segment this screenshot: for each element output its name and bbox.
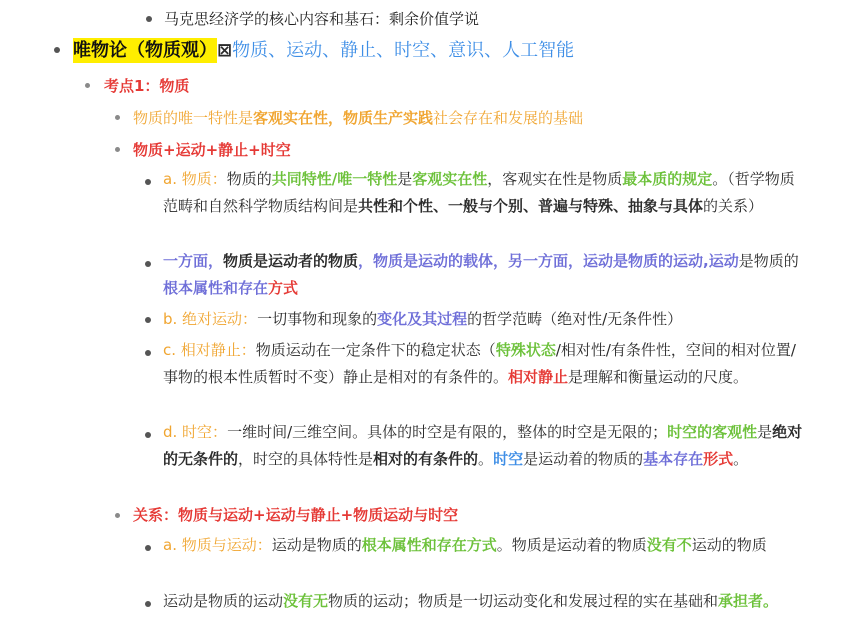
page-heading <box>73 40 574 62</box>
text-span: 最本质的规定 <box>622 170 713 188</box>
list-bullet <box>145 432 151 438</box>
text-span: 没有无 <box>283 592 329 610</box>
text-span: 承担者。 <box>718 592 779 610</box>
heading-topics: 物质、运动、静止、时空、意识、人工智能 <box>232 40 575 61</box>
text-span: 方式 <box>268 279 299 297</box>
text-span: 共同特性/唯一特性 <box>271 170 398 188</box>
text-span: 是运动着的物质的 <box>523 450 644 468</box>
text-span: 相对静止 <box>508 368 569 386</box>
text-span: 物质运动在一定条件下的稳定状态（ <box>255 341 496 359</box>
list-bullet <box>115 147 120 152</box>
list-item-text: 马克思经济学的核心内容和基石：剩余价值学说 <box>164 10 480 28</box>
list-item-text <box>163 588 803 615</box>
list-bullet <box>146 16 152 22</box>
text-span: 是理解和衡量运动的尺度。 <box>568 368 749 386</box>
text-span: 变化及其过程 <box>377 310 468 328</box>
text-span: 时空 <box>493 450 524 468</box>
text-span: 一方面， <box>163 252 224 270</box>
text-span: 物质的运动；物质是一切运动变化和发展过程的实在基础和 <box>328 592 719 610</box>
list-item-text <box>163 532 803 559</box>
item-label: b. 绝对运动： <box>163 310 258 328</box>
text-span: 没有不 <box>646 536 692 554</box>
text-span: 物质的 <box>226 170 272 188</box>
text-span: 共性和个性、一般与个别、普遍与特殊、抽象与具体 <box>358 197 704 215</box>
text-span: 是 <box>397 170 413 188</box>
text-span: 时空的客观性 <box>667 423 758 441</box>
text-span: 。物质是运动着的物质 <box>496 536 647 554</box>
text-span: 物质是运动者的物质 <box>223 252 359 270</box>
text-span: ，时空的具体特性是 <box>238 450 374 468</box>
text-span: 绝对的无条件的 <box>163 423 803 468</box>
text-span: 。（哲学物质范畴和自然科学物质结构间是 <box>163 170 795 215</box>
text-span: 基本存在 <box>643 450 704 468</box>
heading-highlight: 唯物论（物质观） <box>73 40 217 61</box>
list-item-text <box>163 248 803 302</box>
list-bullet <box>145 179 151 185</box>
list-bullet <box>115 115 120 120</box>
list-bullet <box>145 545 151 551</box>
checkbox-mark-icon: ⊠ <box>217 40 233 61</box>
section-title-sec1: 物质+运动+静止+时空 <box>133 141 291 159</box>
text-span: 客观实在性，物质生产实践 <box>253 109 434 127</box>
list-bullet <box>145 601 151 607</box>
text-span: 运动是物质的运动 <box>163 592 284 610</box>
list-item-text <box>163 419 803 473</box>
text-span: 特殊状态 <box>495 341 556 359</box>
item-label: d. 时空： <box>163 423 228 441</box>
text-span: 的关系） <box>703 197 764 215</box>
text-span: 根本属性和存在 <box>163 279 269 297</box>
section-title-kd1: 考点1：物质 <box>104 77 190 95</box>
list-bullet <box>145 261 151 267</box>
list-item-text <box>163 337 803 391</box>
text-span: ，客观实在性是物质 <box>487 170 623 188</box>
item-label: a. 物质与运动： <box>163 536 272 554</box>
text-span: 相对的有条件的 <box>373 450 479 468</box>
list-bullet <box>54 47 60 53</box>
text-span: 是 <box>757 423 773 441</box>
list-item-text <box>163 166 803 220</box>
list-item-text <box>163 308 682 330</box>
text-span: 社会存在和发展的基础 <box>433 109 584 127</box>
list-bullet <box>145 350 151 356</box>
text-span: 运动是物质的 <box>271 536 362 554</box>
list-bullet <box>85 83 90 88</box>
text-span: 物质的唯一特性是 <box>133 109 254 127</box>
list-bullet <box>145 317 151 323</box>
text-span: 根本属性和存在方式 <box>361 536 497 554</box>
item-label: c. 相对静止： <box>163 341 256 359</box>
text-span: 形式 <box>703 450 734 468</box>
text-span: 一维时间/三维空间。具体的时空是有限的，整体的时空是无限的； <box>227 423 668 441</box>
text-span: 。 <box>478 450 494 468</box>
text-span: ，物质是运动的载体，另一方面，运动是物质的运动,运动 <box>358 252 739 270</box>
text-span: 。 <box>733 450 749 468</box>
text-span: 运动的物质 <box>691 536 767 554</box>
text-span: 客观实在性 <box>412 170 488 188</box>
list-bullet <box>115 513 120 518</box>
list-item-text <box>133 107 583 129</box>
text-span: 的哲学范畴（绝对性/无条件性） <box>467 310 683 328</box>
item-label: a. 物质： <box>163 170 227 188</box>
text-span: 是物质的 <box>738 252 799 270</box>
section-title-sec2: 关系：物质与运动+运动与静止+物质运动与时空 <box>133 506 459 524</box>
text-span: 一切事物和现象的 <box>257 310 378 328</box>
text-span: /相对性/有条件性，空间的相对位置/事物的根本性质暂时不变）静止是相对的有条件的。 <box>163 341 796 386</box>
